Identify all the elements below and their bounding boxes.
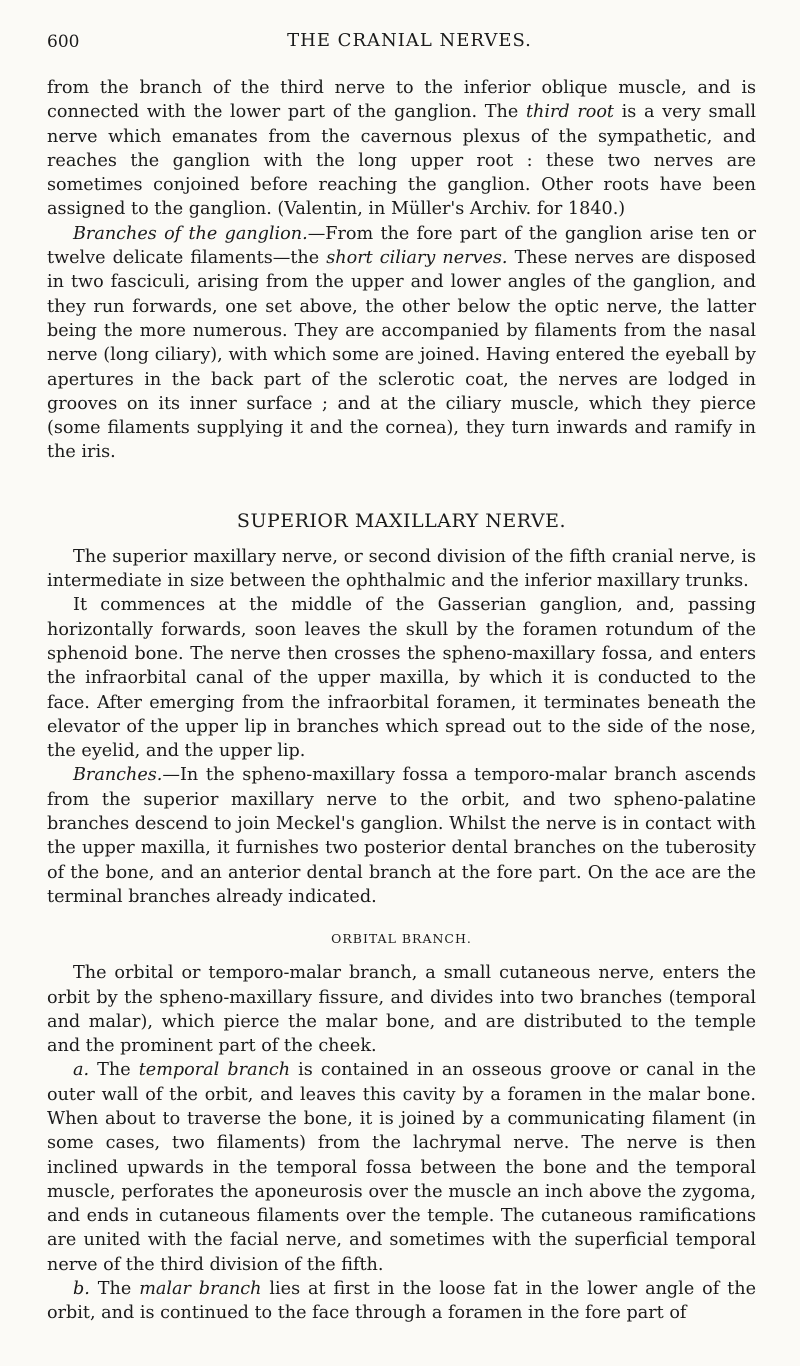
running-title: THE CRANIAL NERVES. (287, 30, 532, 51)
paragraph-ganglion-branches: Branches of the ganglion.—From the fore part of the ganglion arise ten or twelve delicate filaments—the short ciliary nerves. These nerves are disposed in two fasciculi, arising from the upper and lower angles of the ganglion, and they run forwards, one set above, the other below the optic nerve, the latter being the more numerous. They are accompanied by filaments from the nasal nerve (long ciliary), with which some are joined. Having entered the eyeball by apertures in the back part of the sclerotic coat, the nerves are lodged in grooves on its inner surface ; and at the ciliary muscle, which they pierce (some filaments supplying it and the cornea), they turn inwards and ramify in the iris. (47, 223, 756, 463)
paragraph-branches: Branches.—In the spheno-maxillary fossa a temporo-malar branch ascends from the superior maxillary nerve to the orbit, and two spheno-palatine branches descend to join Meckel's ganglion. Whilst the nerve is in contact with the upper maxilla, it furnishes two posterior dental branches on the tuberosity of the bone, and an anterior dental branch at the fore part. On the ace are the terminal branches already indicated. (47, 765, 756, 907)
run-in-heading: Branches of the ganglion. (73, 223, 308, 244)
paragraph-temporal-branch: a. The temporal branch is contained in an osseous groove or canal in the outer wall of the orbit, and leaves this cavity by a foramen in the malar bone. When about to traverse the bone, it is joined by a communicating filament (in some cases, two filaments) from the lachrymal nerve. The nerve is then inclined upwards in the temporal fossa between the bone and the temporal muscle, perforates the aponeurosis over the muscle an inch above the zygoma, and ends in cutaneous filaments over the temple. The cutaneous ramifications are united with the facial nerve, and sometimes with the superficial temporal nerve of the third division of the fifth. (47, 1060, 756, 1275)
page-number: 600 (47, 32, 80, 52)
section-title: SUPERIOR MAXILLARY NERVE. (236, 509, 567, 532)
running-head (47, 0, 756, 64)
paragraph-ganglion-roots: from the branch of the third nerve to the inferior oblique muscle, and is connected with the lower part of the ganglion. The third root is a very small nerve which emanates from the cavernous plexus of the sympathetic, and reaches the ganglion with the long upper root : these two nerves are sometimes conjoined before reaching the ganglion. Other roots have been assigned to the ganglion. (Valentin, in Müller's Archiv. for 1840.) (47, 78, 757, 220)
list-label: a. (73, 1060, 90, 1081)
paragraph-intro: The superior maxillary nerve, or second division of the fifth cranial nerve, is intermediate in size between the ophthalmic and the inferior maxillary trunks. (47, 546, 756, 592)
paragraph-course: It commences at the middle of the Gasserian ganglion, and, passing horizontally forwards, soon leaves the skull by the foramen rotundum of the sphenoid bone. The nerve then crosses the spheno-maxillary fossa, and enters the infraorbital canal of the upper maxilla, by which it is conducted to the face. After emerging from the infraorbital foramen, it terminates beneath the elevator of the upper lip in branches which spread out to the side of the nose, the eyelid, and the upper lip. (47, 595, 756, 762)
subsection-title: ORBITAL BRANCH. (331, 931, 472, 947)
paragraph-malar-branch: b. The malar branch lies at first in the loose fat in the lower angle of the orbit, and is continued to the face through a foramen in the fore part of (47, 1279, 756, 1324)
body-text (47, 76, 756, 1326)
list-label: b. (73, 1279, 90, 1300)
run-in-heading: Branches. (73, 765, 163, 786)
paragraph-orbital-branch: The orbital or temporo-malar branch, a small cutaneous nerve, enters the orbit by the spheno-maxillary fissure, and divides into two branches (temporal and malar), which pierce the malar bone, and are distributed to the temple and the prominent part of the cheek. (47, 963, 756, 1057)
